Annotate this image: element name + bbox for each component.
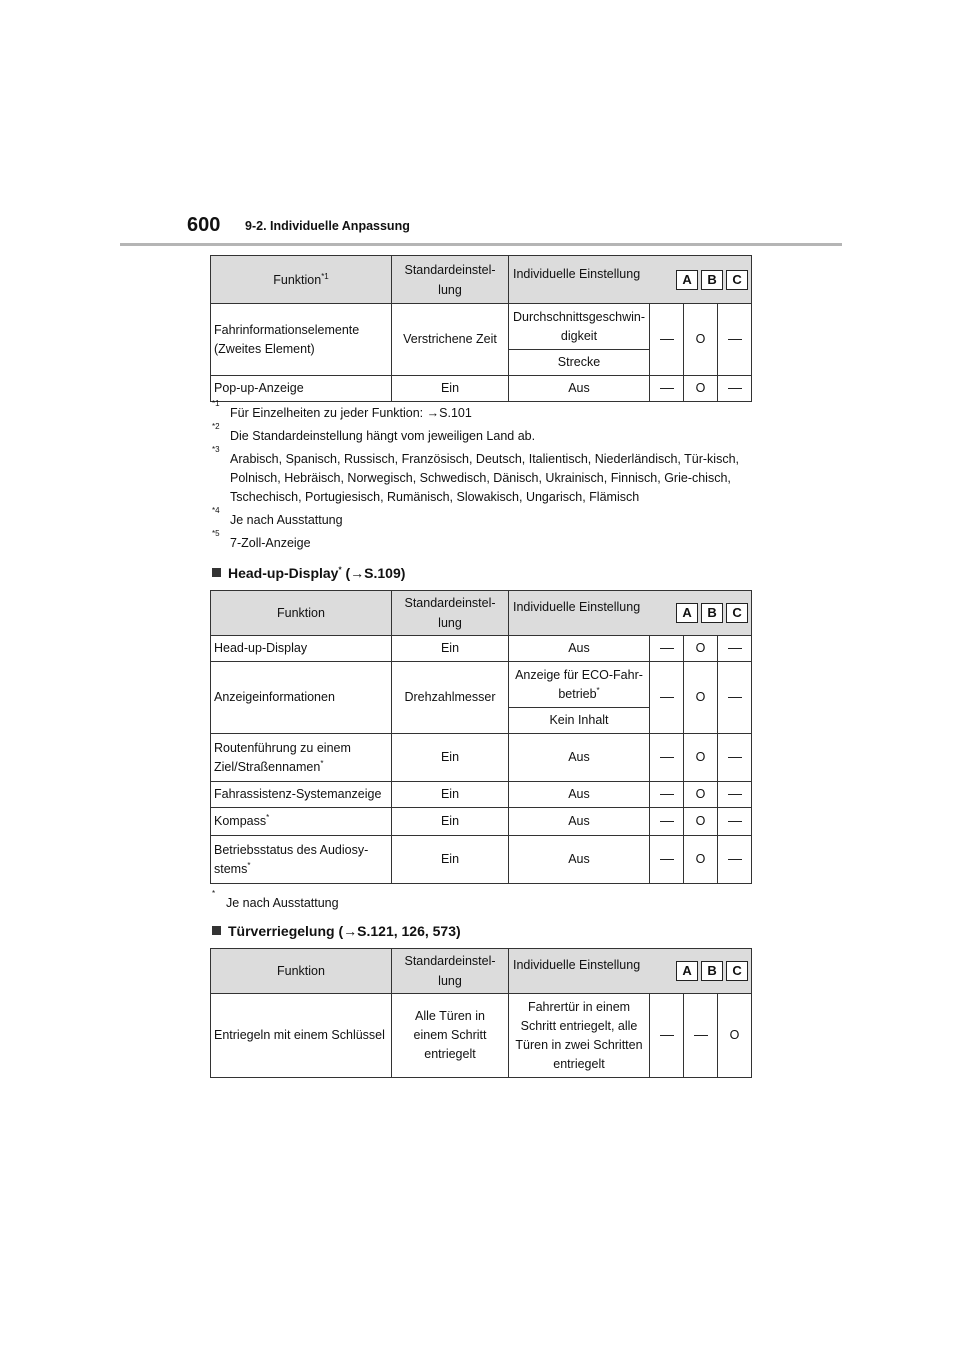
footnote: * Je nach Ausstattung (212, 889, 339, 910)
table-row: Fahrassistenz-Systemanzeige Ein Aus O (211, 782, 752, 808)
footnote: *5 7-Zoll-Anzeige (212, 529, 311, 550)
footnote: *3 Arabisch, Spanisch, Russisch, Französisch, Deutsch, Italientisch, Niederländisch, Tür-kisch, Polnisch, Hebräisch, Norwegisch, Schwedisch, Dänisch, Ukrainisch, Finnisch, Grie-chisch, Tschechisch, Portugiesisch, Rumänisch, Slowakisch, Ungarisch, Flämisch (212, 445, 740, 504)
column-header-standard: Standardeinstel- lung (392, 591, 509, 636)
table-row: Head-up-Display Ein Aus O (211, 636, 752, 662)
footnote: *4 Je nach Ausstattung (212, 506, 343, 527)
page-number: 600 (187, 214, 221, 236)
section-title: 9-2. Individuelle Anpassung (245, 219, 410, 233)
footnotes-list (212, 399, 752, 557)
column-header-funktion: Funktion$^{*1}$ (211, 256, 392, 304)
column-header-individual: Individuelle Einstellung A B C (509, 949, 752, 994)
table-row: Betriebsstatus des Audiosy- stems* Ein Aus O (211, 836, 752, 884)
footnote: *1 Für Einzelheiten zu jeder Funktion: →S.101 (212, 399, 472, 420)
column-header-standard: Standardeinstel- lung (392, 256, 509, 304)
table-row: Fahrinformationselemente (Zweites Element) Verstrichene Zeit Durchschnittsgeschwin- digkeit O (211, 304, 752, 350)
table-row: Kein Inhalt (211, 708, 752, 734)
bullet-square-icon (212, 926, 221, 935)
table-door-lock (210, 948, 752, 1078)
table-row: Entriegeln mit einem Schlüssel Alle Türen in einem Schritt entriegelt Fahrertür in einem Schritt entriegelt, alle Türen in zwei Schritten entriegelt O (211, 994, 752, 1078)
section-heading-tuerverriegelung: Türverriegelung (→S.121, 126, 573) (212, 923, 461, 939)
footnote: *2 Die Standardeinstellung hängt vom jeweiligen Land ab. (212, 422, 536, 443)
section-heading-head-up-display: Head-up-Display* (→S.109) (212, 565, 405, 581)
header-divider (120, 243, 842, 246)
table-row: Strecke (211, 350, 752, 376)
table-row: Routenführung zu einem Ziel/Straßennamen* Ein Aus O (211, 734, 752, 782)
column-header-funktion: Funktion (211, 591, 392, 636)
column-header-standard: Standardeinstel- lung (392, 949, 509, 994)
bullet-square-icon (212, 568, 221, 577)
table-head-up-display (210, 590, 752, 884)
table-display-settings (210, 255, 752, 402)
table-row: Kompass* Ein Aus O (211, 808, 752, 836)
table-row: Anzeigeinformationen Drehzahlmesser Anzeige für ECO-Fahr- betrieb* O (211, 662, 752, 708)
column-header-individual: Individuelle Einstellung A B C (509, 256, 752, 304)
column-header-individual: Individuelle Einstellung A B C (509, 591, 752, 636)
column-header-funktion: Funktion (211, 949, 392, 994)
table-row: Pop-up-Anzeige Ein Aus O (211, 376, 752, 402)
